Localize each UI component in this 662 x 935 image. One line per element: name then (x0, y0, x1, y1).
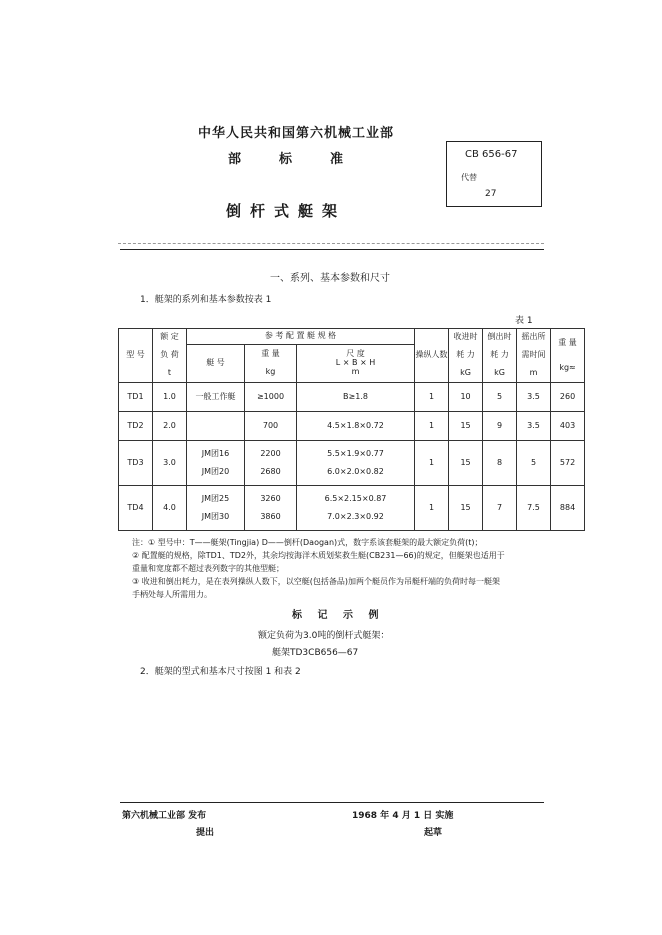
header-operators: 操纵人数 (415, 329, 449, 383)
note-line: ② 配置艇的规格，除TD1、TD2外，其余均按海洋木质划桨救生艇(CB231—66)的规定，但艇架也适用于 (132, 551, 505, 560)
parameter-table (118, 328, 585, 531)
header-time: 摇出所 需时间 m (517, 329, 551, 383)
paragraph-2: 2．艇架的型式和基本尺寸按图 1 和表 2 (140, 667, 301, 677)
header-boat-model: 艇 号 (187, 345, 245, 383)
standard-type (228, 148, 381, 167)
header-retract-force: 收进时 耗 力 kG (449, 329, 483, 383)
footer-effective-date: 1968 年 4 月 1 日 实施 (352, 811, 454, 821)
table-row: TD1 1.0 一般工作艇 ≥1000 B≥1.8 1 10 5 3.5 260 (119, 383, 585, 412)
header-load: 额 定 负 荷 t (153, 329, 187, 383)
replaces-label: 代替 (461, 173, 477, 182)
header-mass: 重 量 kg≈ (551, 329, 585, 383)
marking-heading: 标 记 示 例 (292, 610, 385, 621)
standard-type-char: 部 (228, 152, 242, 167)
note-line: 重量和宽度都不超过表列数字的其他型艇； (132, 564, 284, 573)
header-ref-spec: 参 考 配 置 艇 规 格 (187, 329, 415, 345)
document-title: 倒杆式艇架 (226, 202, 347, 220)
header-model: 型 号 (119, 329, 153, 383)
marking-example: 艇架TD3CB656—67 (272, 648, 359, 658)
scan-artifact-divider (118, 243, 544, 244)
table-row: TD4 4.0 JM团25 JM团30 3260 3860 6.5×2.15×0.87 7.0×2.3×0.92 1 15 7 7.5 884 (119, 486, 585, 531)
replaces-value: 27 (485, 189, 497, 199)
footer-proposed: 提出 (196, 828, 215, 838)
footer-issuer: 第六机械工业部 发布 (122, 811, 207, 821)
footer-drafted: 起草 (424, 828, 443, 838)
header-weight: 重 量 kg (245, 345, 297, 383)
note-line: 注：① 型号中：T——艇架(Tingjia) D——倒杆(Daogan)式，数字系该套艇架的最大额定负荷(t)； (132, 538, 483, 547)
table-row: TD3 3.0 JM团16 JM团20 2200 2680 5.5×1.9×0.77 6.0×2.0×0.82 1 15 8 5 572 (119, 441, 585, 486)
paragraph-1: 1．艇架的系列和基本参数按表 1 (140, 295, 272, 305)
marking-description: 额定负荷为3.0吨的倒杆式艇架： (258, 631, 390, 641)
standard-type-char: 准 (330, 152, 344, 167)
table-row: TD2 2.0 700 4.5×1.8×0.72 1 15 9 3.5 403 (119, 412, 585, 441)
ministry-name: 中华人民共和国第六机械工业部 (198, 126, 395, 141)
header-lower-force: 倒出时 耗 力 kG (483, 329, 517, 383)
table-notes (132, 536, 552, 601)
header-dims: 尺 度 L × B × H m (297, 345, 415, 383)
table-label: 表 1 (515, 316, 533, 326)
standard-code-box (446, 141, 542, 207)
note-line: 手柄处每人所需用力。 (132, 590, 212, 599)
footer-divider (120, 802, 544, 803)
note-line: ③ 收进和倒出耗力，是在表列操纵人数下，以空艇(包括备品)加两个艇员作为吊艇杆端的负荷时每一艇架 (132, 577, 500, 586)
section-heading: 一、系列、基本参数和尺寸 (270, 273, 390, 284)
standard-type-char: 标 (279, 152, 293, 167)
standard-number: CB 656-67 (465, 149, 518, 160)
header-divider (120, 249, 544, 250)
